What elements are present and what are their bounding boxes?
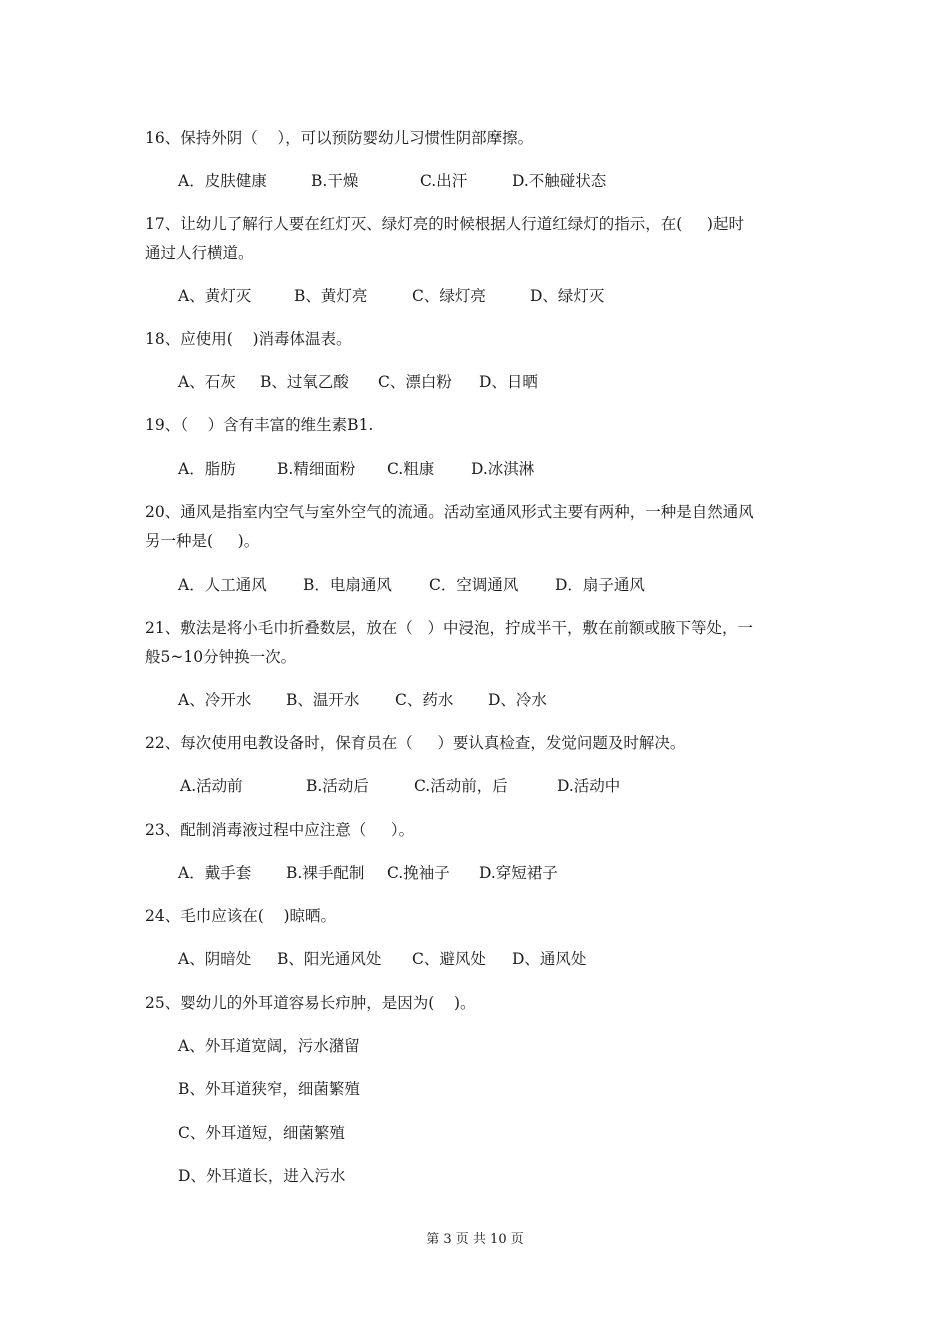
- question-21-text-line-1: 21、敷法是将小毛巾折叠数层，放在（ ）中浸泡，拧成半干，敷在前额或腋下等处，一: [145, 619, 754, 637]
- question-22-text: 22、每次使用电教设备时，保育员在（ ）要认真检查，发觉问题及时解决。: [145, 734, 686, 752]
- question-18-option-b: B、过氧乙酸: [260, 373, 349, 391]
- question-21-option-d: D、冷水: [488, 691, 547, 709]
- question-22-option-d: D.活动中: [557, 777, 621, 795]
- question-16-option-b: B.干燥: [311, 172, 359, 190]
- question-24-option-c: C、避风处: [412, 950, 486, 968]
- question-20-option-a: A．人工通风: [178, 576, 267, 594]
- question-17-option-b: B、黄灯亮: [294, 287, 368, 305]
- question-18-option-d: D、日晒: [479, 373, 538, 391]
- question-24-option-a: A、阴暗处: [178, 950, 252, 968]
- question-16-option-a: A．皮肤健康: [178, 172, 267, 190]
- question-25-option-c: C、外耳道短，细菌繁殖: [178, 1124, 345, 1142]
- question-17-text-line-2: 通过人行横道。: [145, 244, 254, 262]
- question-21-option-a: A、冷开水: [178, 691, 252, 709]
- question-21-option-b: B、温开水: [286, 691, 360, 709]
- question-22-option-a: A.活动前: [180, 777, 243, 795]
- question-20-option-b: B．电扇通风: [303, 576, 392, 594]
- question-16-text: 16、保持外阴（ ），可以预防婴幼儿习惯性阴部摩擦。: [145, 129, 534, 147]
- question-25-option-b: B、外耳道狭窄，细菌繁殖: [178, 1080, 360, 1098]
- question-16-option-d: D.不触碰状态: [512, 172, 607, 190]
- question-21-option-c: C、药水: [395, 691, 454, 709]
- question-18-option-a: A、石灰: [178, 373, 236, 391]
- question-17-option-d: D、绿灯灭: [530, 287, 605, 305]
- question-24-option-b: B、阳光通风处: [277, 950, 382, 968]
- question-19-text: 19、（ ）含有丰富的维生素B1.: [145, 416, 374, 434]
- question-23-text: 23、配制消毒液过程中应注意（ ）。: [145, 821, 415, 839]
- question-25-text: 25、婴幼儿的外耳道容易长疖肿，是因为( )。: [145, 994, 476, 1012]
- question-23-option-b: B.裸手配制: [286, 864, 365, 882]
- question-25-option-d: D、外耳道长，进入污水: [178, 1167, 346, 1185]
- question-22-option-c: C.活动前，后: [414, 777, 508, 795]
- question-18-option-c: C、漂白粉: [378, 373, 452, 391]
- page-number-footer: 第 3 页 共 10 页: [426, 1232, 524, 1247]
- question-19-option-b: B.精细面粉: [277, 460, 356, 478]
- question-23-option-c: C.挽袖子: [387, 864, 450, 882]
- question-23-option-a: A．戴手套: [178, 864, 252, 882]
- question-16-option-c: C.出汗: [420, 172, 468, 190]
- question-25-option-a: A、外耳道宽阔，污水潴留: [178, 1037, 360, 1055]
- question-18-text: 18、应使用( )消毒体温表。: [145, 330, 352, 348]
- question-17-option-c: C、绿灯亮: [412, 287, 486, 305]
- question-17-text-line-1: 17、让幼儿了解行人要在红灯灭、绿灯亮的时候根据人行道红绿灯的指示，在( )起时: [145, 215, 744, 233]
- question-22-option-b: B.活动后: [306, 777, 369, 795]
- question-20-text-line-2: 另一种是( )。: [145, 532, 260, 550]
- question-24-text: 24、毛巾应该在( )晾晒。: [145, 907, 337, 925]
- question-21-text-line-2: 般5~10分钟换一次。: [145, 648, 297, 666]
- question-20-option-d: D．扇子通风: [555, 576, 645, 594]
- question-20-text-line-1: 20、通风是指室内空气与室外空气的流通。活动室通风形式主要有两种，一种是自然通风: [145, 503, 754, 521]
- question-17-option-a: A、黄灯灭: [178, 287, 252, 305]
- question-23-option-d: D.穿短裙子: [479, 864, 558, 882]
- question-24-option-d: D、通风处: [512, 950, 587, 968]
- question-19-option-c: C.粗康: [387, 460, 435, 478]
- question-19-option-d: D.冰淇淋: [471, 460, 535, 478]
- question-20-option-c: C．空调通风: [429, 576, 519, 594]
- question-19-option-a: A．脂肪: [178, 460, 236, 478]
